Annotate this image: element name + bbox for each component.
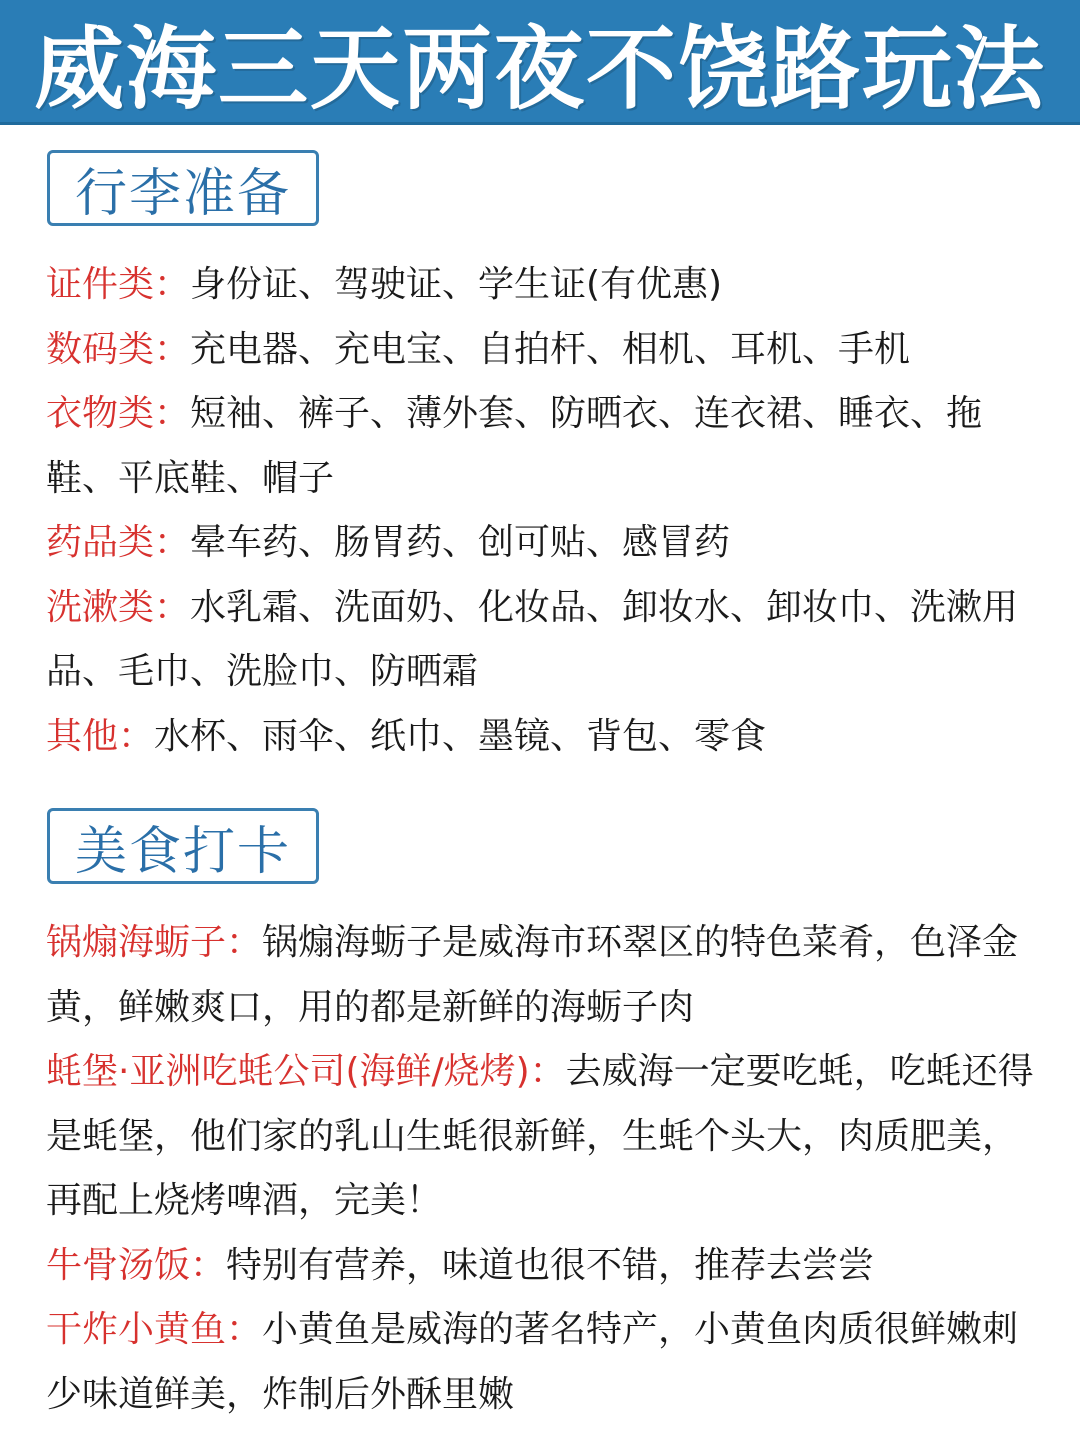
list-item xyxy=(46,511,1046,576)
list-item xyxy=(46,576,1046,705)
item-label: 干炸小黄鱼： xyxy=(46,1309,263,1350)
item-label: 牛骨汤饭： xyxy=(46,1244,227,1286)
list-item xyxy=(46,1234,1046,1299)
item-text: 去威海一定要吃蚝，吃蚝还得是蚝堡，他们家的乳山生蚝很新鲜，生蚝个头大，肉质肥美，再配上烧烤啤酒，完美！ xyxy=(46,1051,1034,1221)
item-label: 洗漱类： xyxy=(46,586,191,628)
item-text: 充电器、充电宝、自拍杆、相机、耳机、手机 xyxy=(190,328,911,370)
title-banner xyxy=(0,0,1080,122)
section-heading-luggage xyxy=(47,150,319,226)
luggage-list xyxy=(46,253,1046,769)
item-text: 晕车药、肠胃药、创可贴、感冒药 xyxy=(190,522,731,563)
item-text: 身份证、驾驶证、学生证(有优惠) xyxy=(190,264,723,305)
list-item xyxy=(46,318,1046,383)
item-text: 特别有营养，味道也很不错，推荐去尝尝 xyxy=(226,1244,875,1286)
item-text: 小黄鱼是威海的著名特产，小黄鱼肉质很鲜嫩刺少味道鲜美，炸制后外酥里嫩 xyxy=(46,1309,1019,1415)
item-text: 水乳霜、洗面奶、化妆品、卸妆水、卸妆巾、洗漱用品、毛巾、洗脸巾、防晒霜 xyxy=(46,586,1019,692)
list-item xyxy=(46,1040,1046,1234)
list-item xyxy=(46,911,1046,1040)
section-heading-text: 行李准备 xyxy=(74,163,291,224)
item-label: 衣物类： xyxy=(46,393,191,434)
section-heading-text: 美食打卡 xyxy=(74,821,291,882)
list-item xyxy=(46,1298,1046,1427)
item-label: 锅煽海蛎子： xyxy=(46,922,263,963)
item-label: 数码类： xyxy=(46,328,191,370)
list-item xyxy=(46,382,1046,511)
food-list xyxy=(46,911,1046,1427)
item-label: 药品类： xyxy=(46,522,191,563)
item-label: 其他： xyxy=(46,715,155,757)
item-label: 蚝堡·亚洲吃蚝公司(海鲜/烧烤)： xyxy=(46,1051,566,1092)
item-text: 锅煽海蛎子是威海市环翠区的特色菜肴，色泽金黄，鲜嫩爽口，用的都是新鲜的海蛎子肉 xyxy=(46,922,1019,1028)
item-text: 短袖、裤子、薄外套、防晒衣、连衣裙、睡衣、拖鞋、平底鞋、帽子 xyxy=(46,393,983,499)
item-label: 证件类： xyxy=(46,264,191,305)
page-title: 威海三天两夜不饶路玩法 xyxy=(34,17,1046,122)
item-text: 水杯、雨伞、纸巾、墨镜、背包、零食 xyxy=(154,715,767,757)
list-item xyxy=(46,705,1046,770)
section-heading-food xyxy=(47,808,319,884)
list-item xyxy=(46,253,1046,318)
